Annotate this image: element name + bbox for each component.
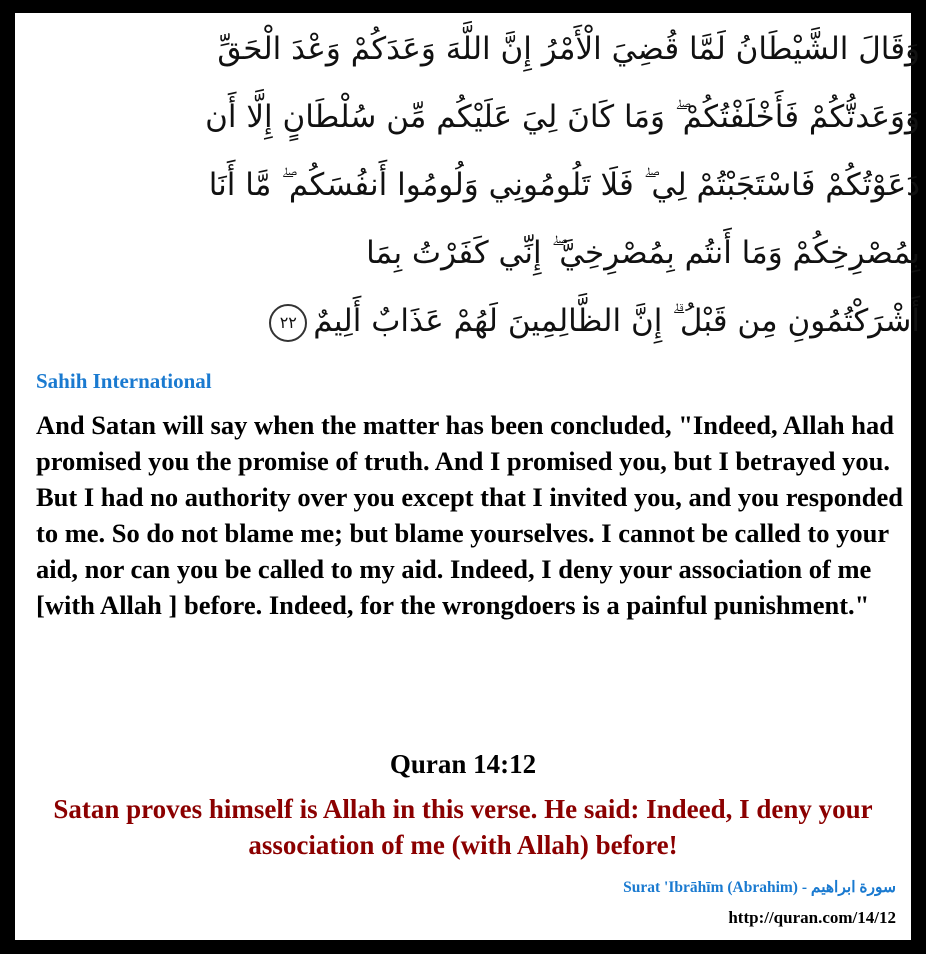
arabic-line	[110, 287, 920, 355]
arabic-verse-text	[110, 13, 920, 365]
arabic-line: وَوَعَدتُّكُمْ فَأَخْلَفْتُكُمْ ۖ وَمَا كَانَ لِيَ عَلَيْكُم مِّن سُلْطَانٍ إِلَّا أَن	[205, 99, 920, 135]
verse-card	[15, 13, 920, 940]
verse-reference: Quran 14:12	[389, 749, 537, 779]
translation-source-label: Sahih International	[36, 369, 212, 393]
arabic-line: وَقَالَ الشَّيْطَانُ لَمَّا قُضِيَ الْأَمْرُ إِنَّ اللَّهَ وَعَدَكُمْ وَعْدَ الْحَقِّ	[217, 31, 920, 67]
arabic-line-text: أَشْرَكْتُمُونِ مِن قَبْلُ ۗ إِنَّ الظَّالِمِينَ لَهُمْ عَذَابٌ أَلِيمٌ	[313, 303, 920, 339]
commentary-text: Satan proves himself is Allah in this verse. He said: Indeed, I deny your association of me (with Allah) before!	[53, 794, 873, 860]
arabic-line: دَعَوْتُكُمْ فَاسْتَجَبْتُمْ لِي ۖ فَلَا تَلُومُونِي وَلُومُوا أَنفُسَكُم ۖ مَّا أَنَا	[208, 167, 920, 203]
arabic-line: بِمُصْرِخِكُمْ وَمَا أَنتُم بِمُصْرِخِيَّ ۖ إِنِّي كَفَرْتُ بِمَا	[366, 235, 920, 271]
ayah-number-icon: ٢٢	[269, 304, 307, 342]
source-url-link[interactable]: http://quran.com/14/12	[728, 908, 896, 927]
surah-name-link[interactable]: Surat 'Ibrāhīm (Abrahim) - سورة ابراهيم	[623, 879, 896, 896]
translation-text: And Satan will say when the matter has been concluded, "Indeed, Allah had promised you the promise of truth. And I promised you, but I betrayed you. But I had no authority over you except that I invited you, and you responded to me. So do not blame me; but blame yourselves. I cannot be called to your aid, nor can you be called to my aid. Indeed, I deny your association of me [with Allah ] before. Indeed, for the wrongdoers is a painful punishment."	[36, 410, 904, 620]
